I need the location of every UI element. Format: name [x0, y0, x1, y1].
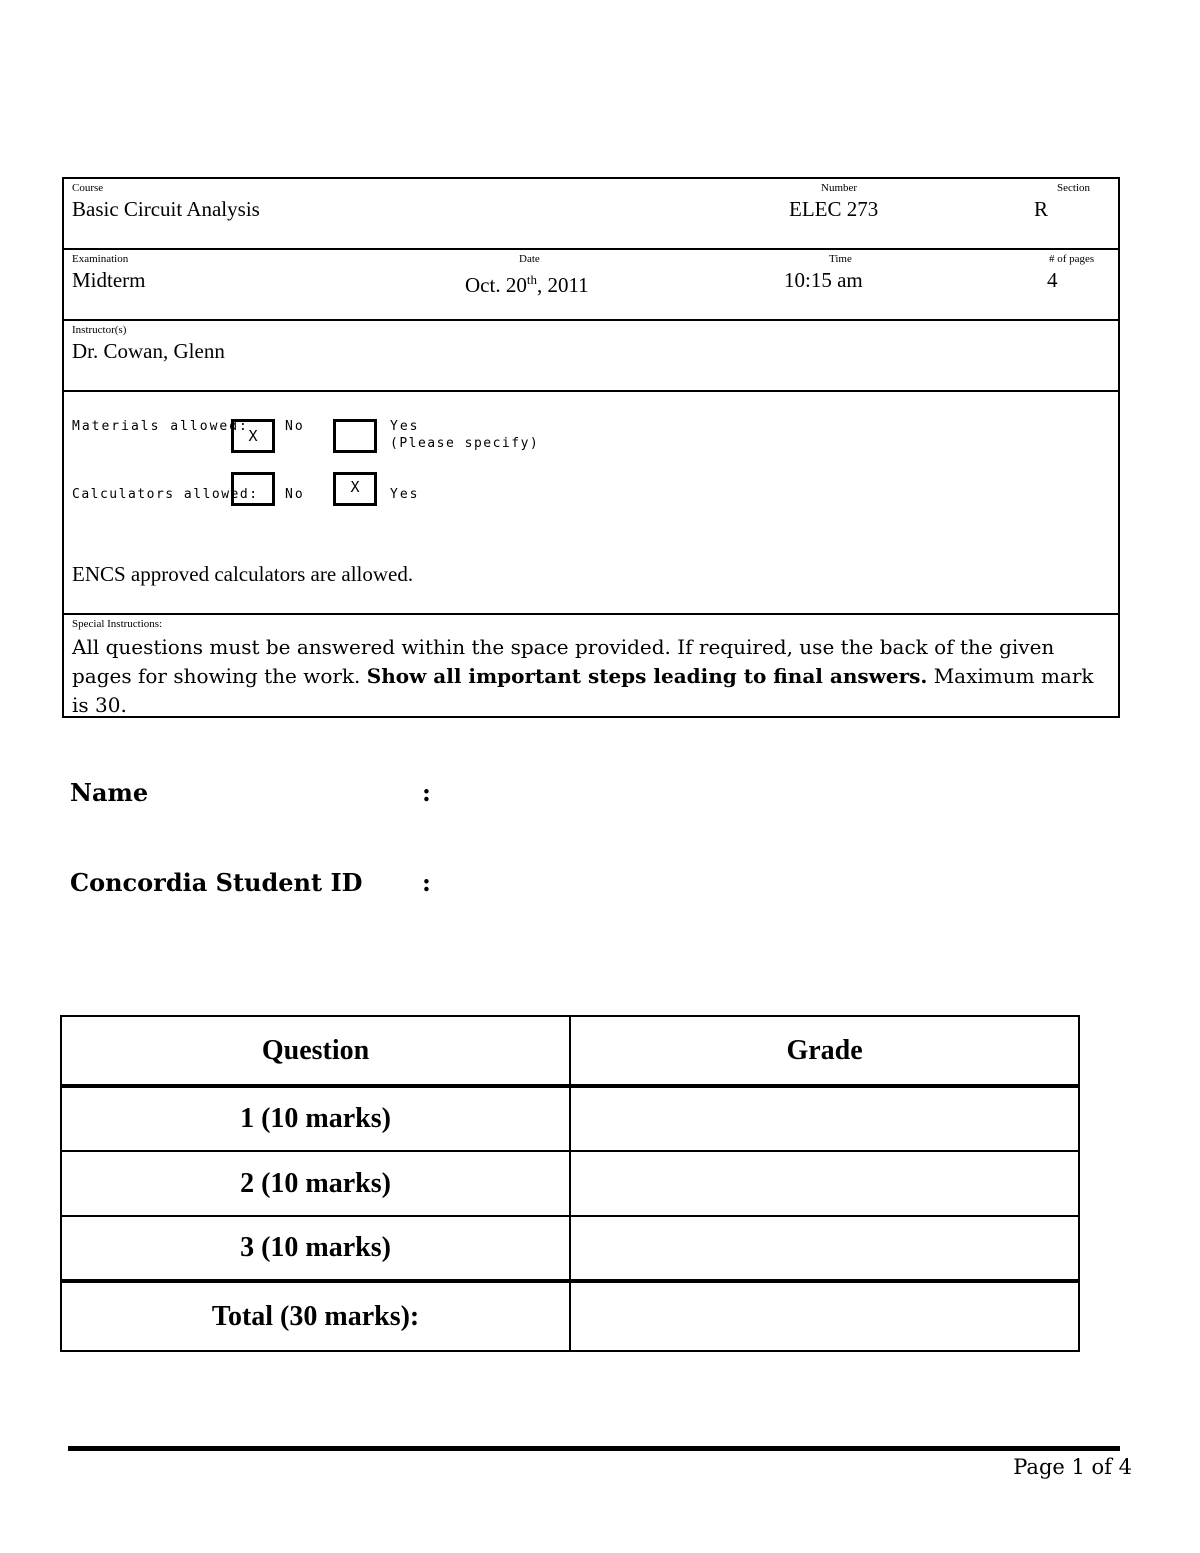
footer-divider	[68, 1446, 1120, 1451]
question-header: Question	[61, 1016, 570, 1086]
total-grade-cell[interactable]	[570, 1281, 1079, 1351]
materials-no-checkbox[interactable]: X	[231, 419, 275, 453]
number-value: ELEC 273	[789, 197, 879, 221]
number-label: Number	[821, 182, 858, 194]
name-label: Name	[70, 778, 149, 807]
section-value: R	[1034, 197, 1049, 221]
grade-table	[60, 1015, 1080, 1352]
calculators-yes-checkbox[interactable]: X	[333, 472, 377, 506]
instructor-row	[64, 321, 1118, 392]
section-label: Section	[1057, 182, 1090, 194]
table-row	[61, 1151, 1079, 1216]
table-row	[61, 1086, 1079, 1151]
question-cell: 1 (10 marks)	[61, 1086, 570, 1151]
calculators-no-checkbox[interactable]	[231, 472, 275, 506]
materials-label: Materials allowed:	[72, 419, 249, 434]
date-label: Date	[519, 253, 540, 265]
calculator-note: ENCS approved calculators are allowed.	[72, 562, 414, 586]
materials-row	[64, 392, 1118, 615]
total-row	[61, 1281, 1079, 1351]
student-id-colon: :	[422, 868, 431, 897]
materials-no-label: No	[285, 419, 305, 434]
name-colon: :	[422, 778, 431, 807]
exam-info-table	[62, 177, 1120, 718]
exam-row	[64, 250, 1118, 321]
grade-table-header	[61, 1016, 1079, 1086]
course-row	[64, 179, 1118, 250]
question-cell: 3 (10 marks)	[61, 1216, 570, 1281]
special-instructions-row	[64, 615, 1118, 716]
total-label: Total (30 marks):	[61, 1281, 570, 1351]
page-number: Page 1 of 4	[1013, 1455, 1132, 1479]
grade-cell[interactable]	[570, 1151, 1079, 1216]
pages-value: 4	[1047, 268, 1058, 292]
calculators-label: Calculators allowed:	[72, 487, 259, 502]
date-value: Oct. 20th, 2011	[465, 272, 589, 297]
question-cell: 2 (10 marks)	[61, 1151, 570, 1216]
grade-cell[interactable]	[570, 1216, 1079, 1281]
grade-header: Grade	[570, 1016, 1079, 1086]
table-row	[61, 1216, 1079, 1281]
time-value: 10:15 am	[784, 268, 863, 292]
time-label: Time	[829, 253, 852, 265]
grade-cell[interactable]	[570, 1086, 1079, 1151]
materials-yes-checkbox[interactable]	[333, 419, 377, 453]
pages-label: # of pages	[1049, 253, 1095, 265]
materials-yes-label: Yes	[390, 419, 420, 434]
exam-value: Midterm	[72, 268, 146, 292]
instructor-value: Dr. Cowan, Glenn	[72, 339, 225, 363]
calculators-yes-label: Yes	[390, 487, 420, 502]
special-instructions-text: All questions must be answered within the space provided. If required, use the back of the given pages for showing the work. Show all important steps leading to final answers. Maximum mark is 30.	[72, 635, 1094, 717]
course-label: Course	[72, 182, 104, 194]
student-id-label: Concordia Student ID	[70, 868, 363, 897]
instructor-label: Instructor(s)	[72, 324, 127, 336]
exam-label: Examination	[72, 253, 129, 265]
special-instructions-label: Special Instructions:	[72, 618, 163, 630]
calculators-no-label: No	[285, 487, 305, 502]
materials-specify: (Please specify)	[390, 436, 540, 451]
course-value: Basic Circuit Analysis	[72, 197, 260, 221]
